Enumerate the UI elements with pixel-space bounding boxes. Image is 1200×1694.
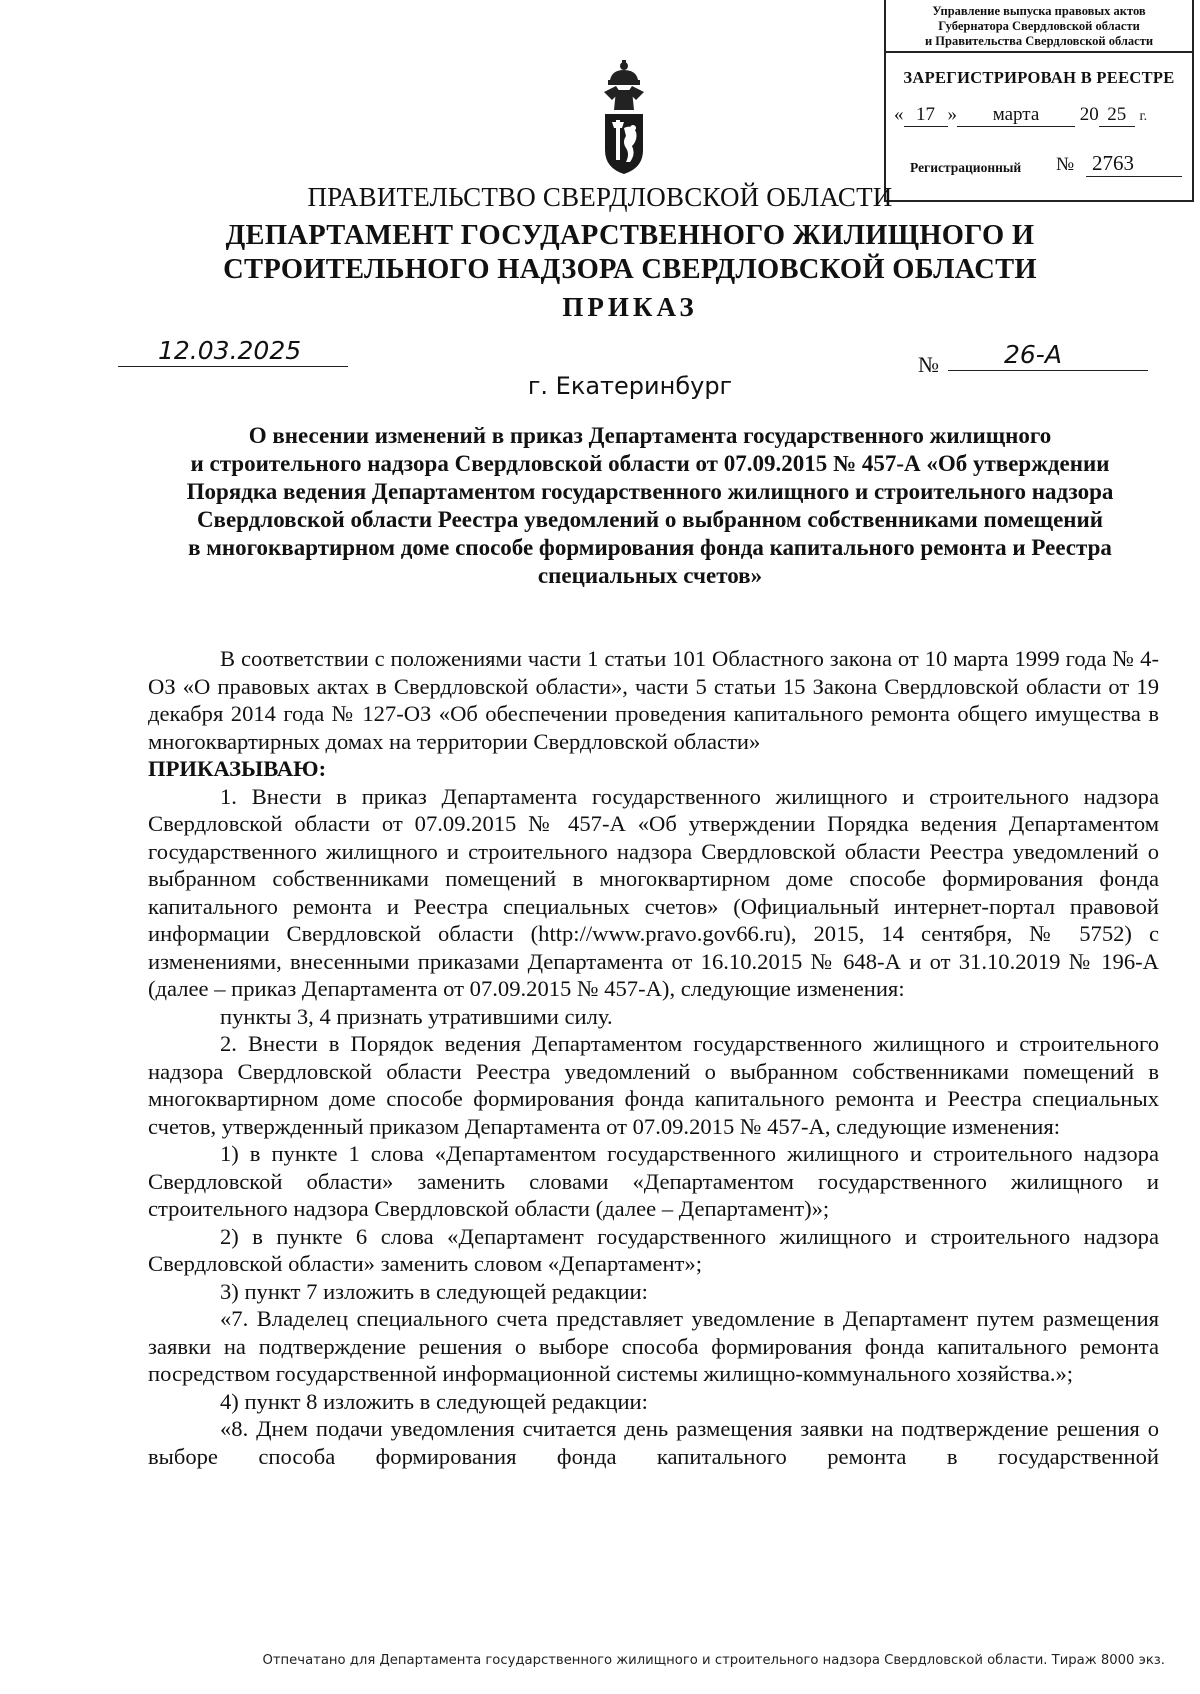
order-title-line: специальных счетов»: [537, 563, 763, 588]
order-title-line: О внесении изменений в приказ Департамента государственного жилищного: [248, 423, 1052, 448]
stamp-year-prefix: 20: [1079, 104, 1099, 125]
paragraph-2: 2. Внести в Порядок ведения Департаментом государственного жилищного и строительного надзора Свердловской области Реестра уведомлений о выбранном собственниками помещений в многоквартирном доме способе формирования фонда капитального ремонта и Реестра специальных счетов, утвержденный приказом Департамента от 07.09.2015 № 457-А, следующие изменения:: [148, 1031, 1159, 1139]
paragraph-2-item-4-text: «8. Днем подачи уведомления считается день размещения заявки на подтверждение решения о выборе способа формирования фонда капитального ремонта в государственной: [148, 1416, 1159, 1469]
document-type: ПРИКАЗ: [562, 292, 698, 322]
paragraph-2-item-4: 4) пункт 8 изложить в следующей редакции:: [220, 1388, 648, 1414]
stamp-day: 17: [904, 104, 948, 127]
city: г. Екатеринбург: [527, 372, 733, 400]
stamp-reg-label: Регистрационный: [910, 160, 1022, 175]
stamp-quote-open: «: [894, 104, 904, 125]
stamp-date: [894, 104, 1147, 127]
paragraph-2-item-3-text: «7. Владелец специального счета представляет уведомление в Департамент путем размещения заявки на подтверждение решения о выборе способа формирования фонда капитального ремонта посредством государственной информационной системы жилищно-коммунального хозяйства.»;: [148, 1306, 1159, 1386]
preamble-paragraph: В соответствии с положениями части 1 статьи 101 Областного закона от 10 марта 1999 года № 4-ОЗ «О правовых актах в Свердловской области», части 5 статьи 15 Закона Свердловской области от 19 декабря 2014 года № 127-ОЗ «Об обеспечении проведения капитального ремонта общего имущества в многоквартирных домах на территории Свердловской области»: [148, 646, 1159, 754]
paragraph-1-subitem: пункты 3, 4 признать утратившими силу.: [220, 1003, 613, 1029]
order-title-line: Свердловской области Реестра уведомлений о выбранном собственниками помещений: [196, 507, 1104, 532]
stamp-issuer-line: и Правительства Свердловской области: [924, 34, 1154, 48]
order-title-line: и строительного надзора Свердловской области от 07.09.2015 № 457-А «Об утверждении: [190, 451, 1110, 476]
registration-stamp: [884, 0, 1194, 202]
stamp-registered-label: ЗАРЕГИСТРИРОВАН В РЕЕСТРЕ: [903, 68, 1175, 87]
stamp-num-sign: №: [1056, 154, 1075, 175]
stamp-reg-number: 2763: [1086, 150, 1182, 177]
order-body: [148, 645, 1159, 1470]
stamp-month: марта: [957, 104, 1075, 127]
stamp-year-suffix: 25: [1099, 104, 1135, 127]
handwritten-order-number: 26-А: [948, 340, 1148, 371]
order-number-sign: №: [918, 352, 939, 377]
stamp-issuer: [886, 0, 1192, 53]
paragraph-1: 1. Внести в приказ Департамента государственного жилищного и строительного надзора Свердловской области от 07.09.2015 № 457-А «Об утверждении Порядка ведения Департаментом государственного жилищного и строительного надзора Свердловской области Реестра уведомлений о выбранном собственниками помещений в многоквартирном доме способе формирования фонда капитального ремонта и Реестра специальных счетов» (Официальный интернет-портал правовой информации Свердловской области (http://www.pravo.gov66.ru), 2015, 14 сентября, № 5752) с изменениями, внесенными приказами Департамента от 16.10.2015 № 648-А и от 31.10.2019 № 196-А (далее – приказ Департамента от 07.09.2015 № 457-А), следующие изменения:: [148, 783, 1159, 1001]
government-name: ПРАВИТЕЛЬСТВО СВЕРДЛОВСКОЙ ОБЛАСТИ: [307, 182, 893, 212]
order-title-line: в многоквартирном доме способе формирования фонда капитального ремонта и Реестра: [188, 535, 1112, 560]
order-title: [150, 422, 1150, 590]
stamp-issuer-line: Управление выпуска правовых актов: [932, 4, 1146, 18]
stamp-quote-close: »: [947, 104, 957, 125]
department-name-line2: СТРОИТЕЛЬНОГО НАДЗОРА СВЕРДЛОВСКОЙ ОБЛАСТИ: [223, 254, 1037, 285]
order-word: ПРИКАЗЫВАЮ:: [148, 756, 327, 781]
paragraph-2-item-3: 3) пункт 7 изложить в следующей редакции:: [220, 1278, 648, 1304]
coat-of-arms-icon: [598, 58, 650, 176]
paragraph-2-item-2: 2) в пункте 6 слова «Департамент государственного жилищного и строительного надзора Свердловской области» заменить словом «Департамент»;: [148, 1223, 1159, 1276]
order-title-line: Порядка ведения Департаментом государственного жилищного и строительного надзора: [186, 479, 1114, 504]
stamp-issuer-line: Губернатора Свердловской области: [938, 19, 1140, 33]
department-name-line1: ДЕПАРТАМЕНТ ГОСУДАРСТВЕННОГО ЖИЛИЩНОГО И: [225, 220, 1035, 251]
paragraph-2-item-1: 1) в пункте 1 слова «Департаментом государственного жилищного и строительного надзора Свердловской области» заменить словами «Департаментом государственного жилищного и строительного надзора Свердловской области (далее – Департамент)»;: [148, 1141, 1159, 1221]
stamp-year-abbr: г.: [1139, 109, 1148, 124]
handwritten-date: 12.03.2025: [118, 336, 348, 367]
print-note: Отпечатано для Департамента государственного жилищного и строительного надзора Свердловской области. Тираж 8000 экз.: [262, 1653, 1165, 1668]
